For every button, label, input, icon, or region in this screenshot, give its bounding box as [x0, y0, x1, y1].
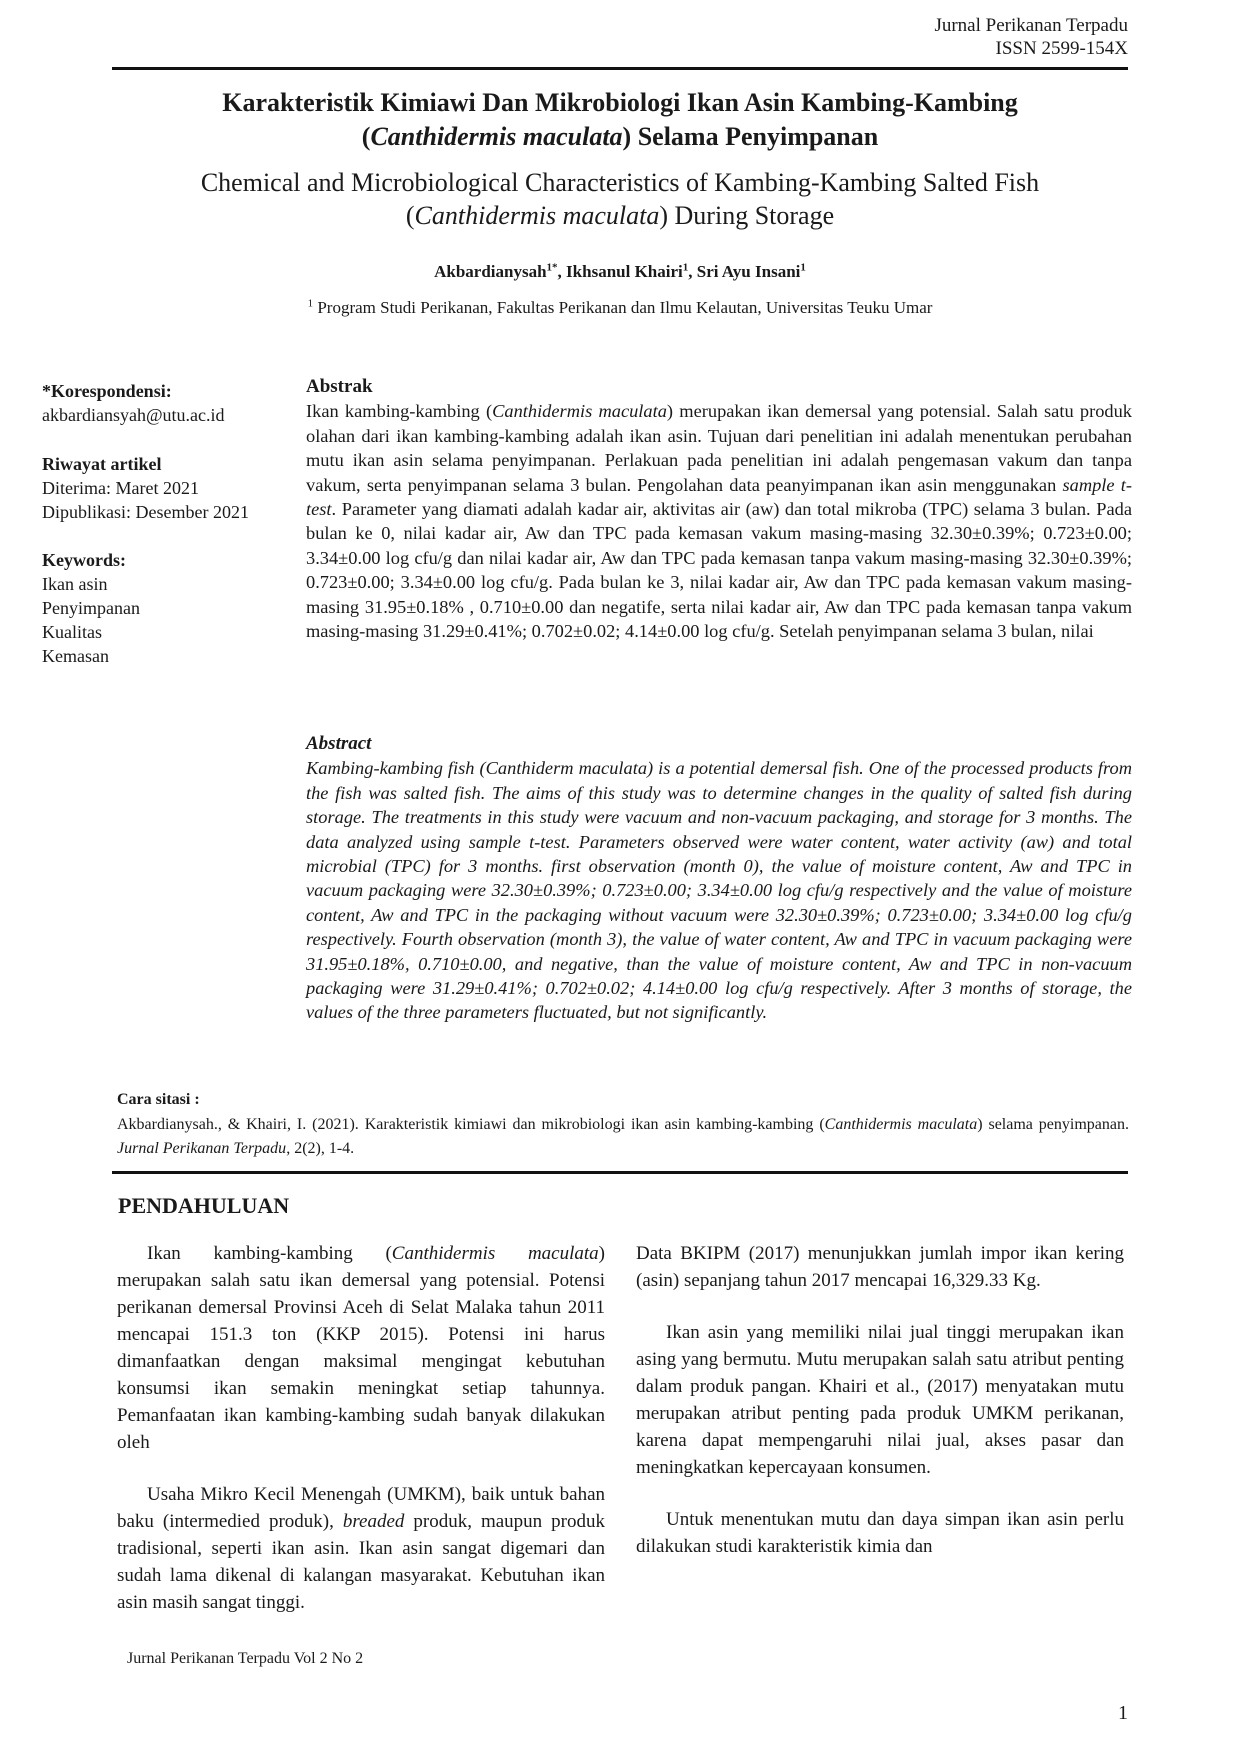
body-right-column: [636, 1240, 1124, 1585]
title-id-line1: Karakteristik Kimiawi Dan Mikrobiologi Ikan Asin Kambing-Kambing: [222, 88, 1018, 117]
abstrak-heading: Abstrak: [306, 376, 373, 397]
section-rule: [112, 1171, 1128, 1174]
title-id-species: Canthidermis maculata: [370, 122, 623, 151]
issn: ISSN 2599-154X: [995, 38, 1128, 59]
footer-journal: Jurnal Perikanan Terpadu Vol 2 No 2: [127, 1650, 364, 1667]
paragraph: Untuk menentukan mutu dan daya simpan ikan asin perlu dilakukan studi karakteristik kimia dan: [636, 1509, 1124, 1557]
citation-heading: Cara sitasi :: [117, 1091, 200, 1108]
published-date: Dipublikasi: Desember 2021: [42, 502, 249, 522]
received-date: Diterima: Maret 2021: [42, 478, 199, 498]
title-en-species: Canthidermis maculata: [414, 201, 660, 230]
keyword-item: Kualitas: [42, 622, 102, 642]
abstract-block: [306, 732, 1132, 1025]
abstrak-text: Ikan kambing-kambing (Canthidermis maculata) merupakan ikan demersal yang potensial. Salah satu produk olahan dari ikan kambing-kambing adalah ikan asin. Tujuan dari penelitian ini adalah menentukan perubahan mutu ikan asin selama penyimpanan. Perlakuan pada penelitian ini adalah pengemasan vakum dan tanpa vakum, serta penyimpanan selama 3 bulan. Pengolahan data peanyimpanan ikan asin menggunakan sample t-test. Parameter yang diamati adalah kadar air, aktivitas air (aw) dan total mikroba (TPC) selama 3 bulan. Pada bulan ke 0, nilai kadar air, Aw dan TPC pada kemasan vakum masing-masing 32.30±0.39%; 0.723±0.00; 3.34±0.00 log cfu/g dan nilai kadar air, Aw dan TPC pada kemasan tanpa vakum masing-masing 32.30±0.39%; 0.723±0.00; 3.34±0.00 log cfu/g. Pada bulan ke 3, nilai kadar air, Aw dan TPC pada kemasan vakum masing-masing 31.95±0.18% , 0.710±0.00 dan negatife, serta nilai kadar air, Aw dan TPC pada kemasan tanpa vakum masing-masing 31.29±0.41%; 0.702±0.02; 4.14±0.00 log cfu/g. Setelah penyimpanan selama 3 bulan, nilai: [306, 401, 1132, 642]
keywords-label: Keywords:: [42, 550, 126, 570]
top-rule: [112, 67, 1128, 70]
authors: Akbardianysah$^{1*}$, Ikhsanul Khairi$^1$, Sri Ayu Insani$^1$: [434, 261, 806, 281]
title-id-line2: (Canthidermis maculata) Selama Penyimpanan: [361, 122, 879, 151]
keyword-item: Penyimpanan: [42, 598, 140, 618]
abstract-text: Kambing-kambing fish (Canthiderm maculata) is a potential demersal fish. One of the processed products from the fish was salted fish. The aims of this study was to determine changes in the quality of salted fish during storage. The treatments in this study were vacuum and non-vacuum packaging, and storage for 3 months. The data analyzed using sample t-test. Parameters observed were water content, water activity (aw) and total microbial (TPC) for 3 months. first observation (month 0), the value of moisture content, Aw and TPC in vacuum packaging were 32.30±0.39%; 0.723±0.00; 3.34±0.00 log cfu/g respectively and the value of moisture content, Aw and TPC in the packaging without vacuum were 32.30±0.39%; 0.723±0.00; 3.34±0.00 log cfu/g respectively. Fourth observation (month 3), the value of water content, Aw and TPC in vacuum packaging were 31.95±0.18%, 0.710±0.00, and negative, than the value of moisture content, Aw and TPC in non-vacuum packaging were 31.29±0.41%; 0.702±0.02; 4.14±0.00 log cfu/g respectively. After 3 months of storage, the values of the three parameters fluctuated, but not significantly.: [306, 758, 1132, 1023]
history-label: Riwayat artikel: [42, 454, 162, 474]
abstract-heading: Abstract: [306, 733, 372, 754]
keyword-item: Ikan asin: [42, 574, 108, 594]
section-heading: PENDAHULUAN: [118, 1193, 290, 1218]
title-english: [112, 166, 1128, 232]
title-en-line1: Chemical and Microbiological Characteristics of Kambing-Kambing Salted Fish: [200, 168, 1040, 197]
keywords-block: [42, 548, 282, 668]
keyword-item: Kemasan: [42, 646, 109, 666]
citation-text: Akbardianysah., & Khairi, I. (2021). Karakteristik kimiawi dan mikrobiologi ikan asin kambing-kambing (Canthidermis maculata) selama penyimpanan. Jurnal Perikanan Terpadu, 2(2), 1-4.: [117, 1116, 1129, 1157]
body-left-column: [117, 1240, 605, 1641]
journal-name: Jurnal Perikanan Terpadu: [934, 15, 1128, 36]
journal-header: [934, 14, 1128, 60]
history-block: [42, 452, 282, 524]
page-number: 1: [1118, 1702, 1128, 1724]
title-en-line2: (Canthidermis maculata) During Storage: [405, 201, 835, 230]
correspondence-email[interactable]: akbardiansyah@utu.ac.id: [42, 405, 225, 425]
correspondence-label: *Korespondensi:: [42, 381, 172, 401]
paragraph: Ikan asin yang memiliki nilai jual tinggi merupakan ikan asing yang bermutu. Mutu merupakan salah satu atribut penting dalam produk pangan. Khairi et al., (2017) menyatakan mutu merupakan atribut penting pada produk UMKM perikanan, karena dapat mempengaruhi nilai jual, akses pasar dan meningkatkan kepercayaan konsumen.: [636, 1322, 1124, 1478]
correspondence-block: [42, 379, 282, 427]
title-indonesian: [112, 86, 1128, 154]
paragraph: Data BKIPM (2017) menunjukkan jumlah impor ikan kering (asin) sepanjang tahun 2017 mencapai 16,329.33 Kg.: [636, 1243, 1124, 1291]
affiliation: $^1$ Program Studi Perikanan, Fakultas Perikanan dan Ilmu Kelautan, Universitas Teuku Umar: [307, 297, 933, 317]
abstrak-block: [306, 375, 1132, 643]
paragraph: Ikan kambing-kambing (Canthidermis maculata) merupakan salah satu ikan demersal yang potensial. Potensi perikanan demersal Provinsi Aceh di Selat Malaka tahun 2011 mencapai 151.3 ton (KKP 2015). Potensi ini harus dimanfaatkan dengan maksimal mengingat kebutuhan konsumsi ikan semakin meningkat setiap tahunnya. Pemanfaatan ikan kambing-kambing sudah banyak dilakukan oleh: [117, 1243, 605, 1453]
paragraph: Usaha Mikro Kecil Menengah (UMKM), baik untuk bahan baku (intermedied produk), breaded produk, maupun produk tradisional, seperti ikan asin. Ikan asin sangat digemari dan sudah lama dikenal di kalangan masyarakat. Kebutuhan ikan asin masih sangat tinggi.: [117, 1484, 605, 1613]
